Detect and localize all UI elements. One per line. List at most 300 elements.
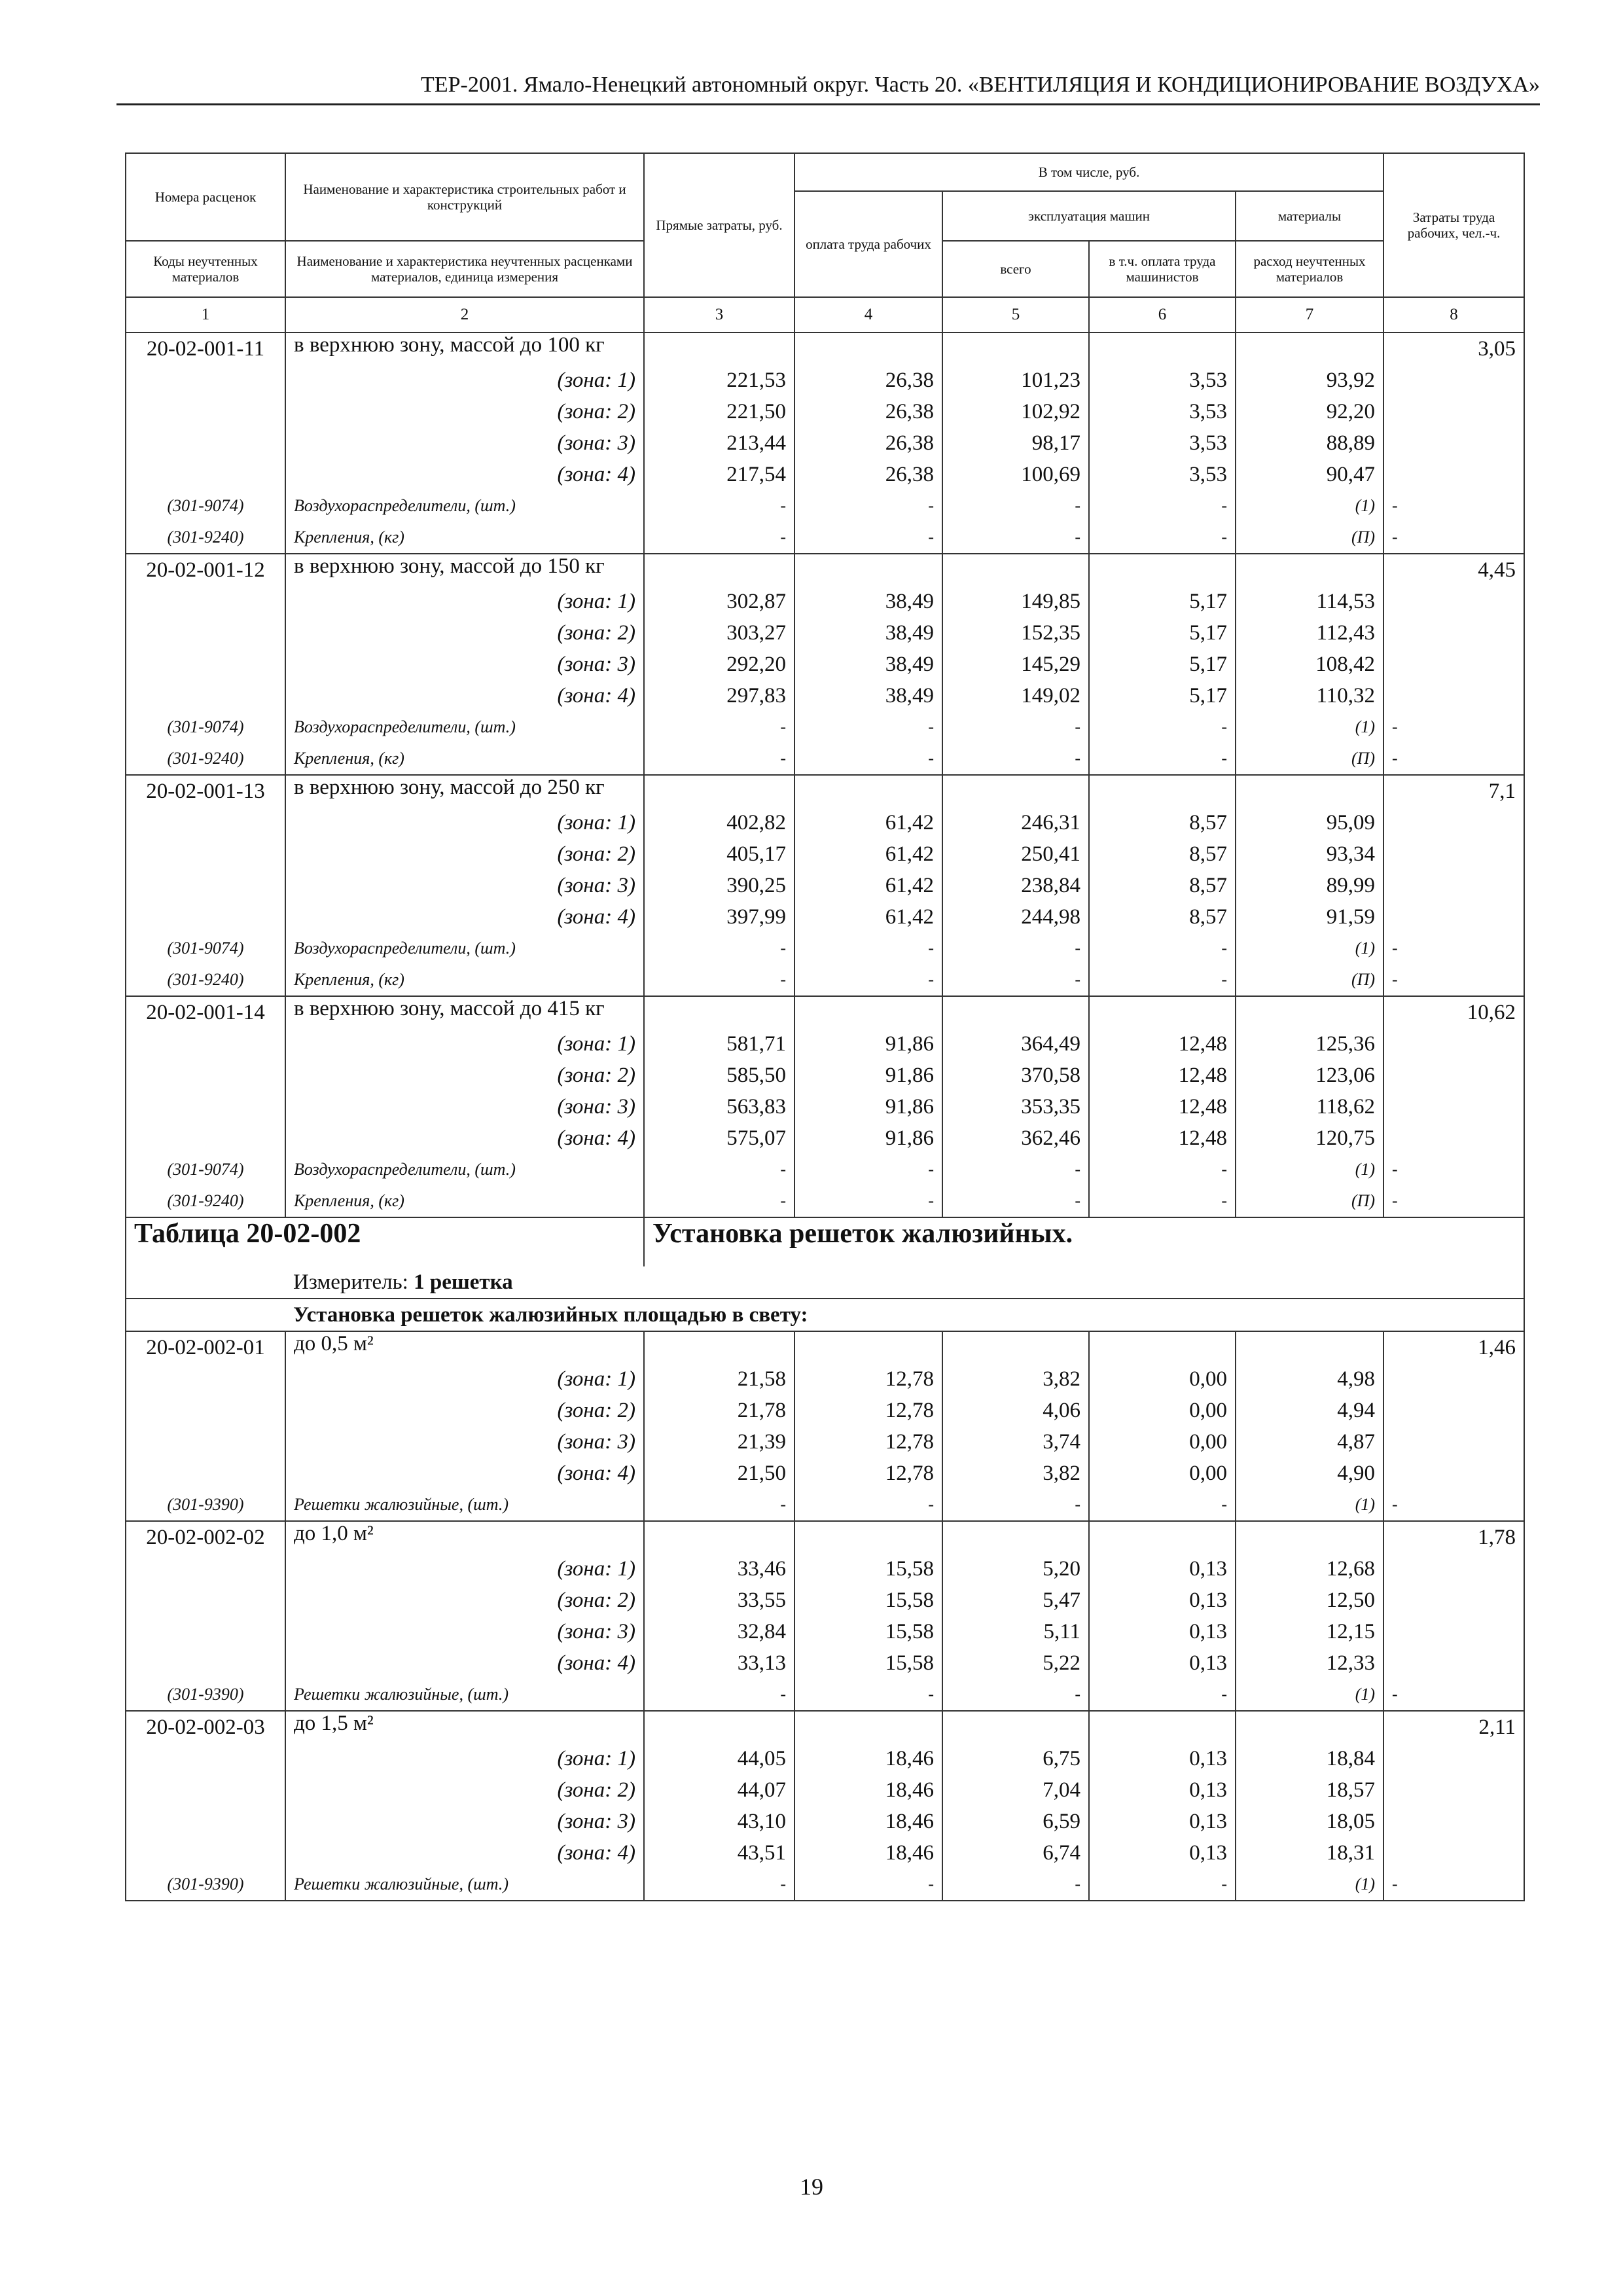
- zone-row: [126, 459, 1524, 490]
- zone-label: (зона: 2): [285, 838, 644, 870]
- dash-cell: -: [644, 743, 794, 775]
- value-cell: 15,58: [794, 1553, 942, 1585]
- material-name: Воздухораспределители, (шт.): [285, 933, 644, 964]
- value-cell: 6,59: [942, 1806, 1089, 1837]
- table-cell: [126, 427, 285, 459]
- value-cell: 8,57: [1089, 870, 1236, 901]
- zone-label: (зона: 1): [285, 1553, 644, 1585]
- table-cell: [1236, 1331, 1383, 1363]
- value-cell: 581,71: [644, 1028, 794, 1060]
- zone-row: [126, 1395, 1524, 1426]
- col-rate-number-header: Номера расценок: [126, 153, 285, 241]
- subsection-title: Установка решеток жалюзийных площадью в свету:: [285, 1299, 1524, 1331]
- table-cell: [1089, 332, 1236, 365]
- value-cell: 15,58: [794, 1616, 942, 1647]
- value-cell: 12,78: [794, 1458, 942, 1489]
- value-cell: 18,05: [1236, 1806, 1383, 1837]
- value-cell: 18,57: [1236, 1774, 1383, 1806]
- material-name: Крепления, (кг): [285, 1185, 644, 1217]
- table-cell: [794, 775, 942, 807]
- material-quantity: (П): [1236, 522, 1383, 554]
- table-cell: [794, 1521, 942, 1553]
- dash-cell: -: [1383, 522, 1524, 554]
- value-cell: 91,86: [794, 1028, 942, 1060]
- col-wages-header: оплата труда рабочих: [794, 191, 942, 297]
- table-cell: [794, 1711, 942, 1743]
- table-cell: [1236, 332, 1383, 365]
- material-quantity: (1): [1236, 490, 1383, 522]
- value-cell: 12,78: [794, 1395, 942, 1426]
- value-cell: 5,17: [1089, 586, 1236, 617]
- table-cell: [1383, 617, 1524, 649]
- material-row: [126, 964, 1524, 996]
- value-cell: 292,20: [644, 649, 794, 680]
- table-cell: [644, 554, 794, 586]
- col-num: 8: [1383, 297, 1524, 332]
- table-cell: [126, 1585, 285, 1616]
- zone-label: (зона: 3): [285, 1616, 644, 1647]
- zone-label: (зона: 2): [285, 1395, 644, 1426]
- col-num: 4: [794, 297, 942, 332]
- material-row: [126, 1489, 1524, 1521]
- material-quantity: (1): [1236, 1679, 1383, 1711]
- zone-row: [126, 617, 1524, 649]
- value-cell: 250,41: [942, 838, 1089, 870]
- zone-row: [126, 1363, 1524, 1395]
- table-cell: [1383, 1806, 1524, 1837]
- value-cell: 3,53: [1089, 459, 1236, 490]
- zone-label: (зона: 3): [285, 427, 644, 459]
- value-cell: 102,92: [942, 396, 1089, 427]
- rate-code: 20-02-001-12: [126, 554, 285, 586]
- material-quantity: (1): [1236, 1489, 1383, 1521]
- table-2-heading: [126, 1217, 1524, 1331]
- dash-cell: -: [942, 1869, 1089, 1901]
- value-cell: 585,50: [644, 1060, 794, 1091]
- value-cell: 12,48: [1089, 1091, 1236, 1122]
- dash-cell: -: [1089, 1154, 1236, 1185]
- zone-row: [126, 396, 1524, 427]
- value-cell: 297,83: [644, 680, 794, 711]
- zone-label: (зона: 4): [285, 1647, 644, 1679]
- table-cell: [1383, 807, 1524, 838]
- dash-cell: -: [644, 1185, 794, 1217]
- table-cell: [126, 1028, 285, 1060]
- table-cell: [794, 332, 942, 365]
- value-cell: 213,44: [644, 427, 794, 459]
- table-cell: [1383, 838, 1524, 870]
- dash-cell: -: [942, 1679, 1089, 1711]
- table-cell: [1383, 1458, 1524, 1489]
- zone-label: (зона: 4): [285, 1122, 644, 1154]
- labor-cost: 1,46: [1383, 1331, 1524, 1363]
- col-unaccounted-materials-header: расход неучтенных материалов: [1236, 241, 1383, 297]
- table-cell: [126, 680, 285, 711]
- col-num: 3: [644, 297, 794, 332]
- table-cell: [794, 996, 942, 1028]
- zone-label: (зона: 1): [285, 1363, 644, 1395]
- dash-cell: -: [794, 1679, 942, 1711]
- table-cell: [126, 649, 285, 680]
- col-group-header: В том числе, руб.: [794, 153, 1383, 191]
- value-cell: 61,42: [794, 807, 942, 838]
- zone-label: (зона: 4): [285, 680, 644, 711]
- value-cell: 100,69: [942, 459, 1089, 490]
- material-row: [126, 522, 1524, 554]
- material-name: Крепления, (кг): [285, 964, 644, 996]
- value-cell: 364,49: [942, 1028, 1089, 1060]
- table-cell: [1236, 775, 1383, 807]
- value-cell: 4,90: [1236, 1458, 1383, 1489]
- zone-row: [126, 586, 1524, 617]
- dash-cell: -: [942, 1185, 1089, 1217]
- value-cell: 563,83: [644, 1091, 794, 1122]
- dash-cell: -: [1089, 1869, 1236, 1901]
- rate-code: 20-02-002-03: [126, 1711, 285, 1743]
- value-cell: 0,13: [1089, 1743, 1236, 1774]
- value-cell: 112,43: [1236, 617, 1383, 649]
- rate-name: в верхнюю зону, массой до 415 кг: [285, 996, 644, 1028]
- table-cell: [1383, 1122, 1524, 1154]
- value-cell: 3,53: [1089, 365, 1236, 396]
- value-cell: 12,68: [1236, 1553, 1383, 1585]
- table-cell: [1383, 427, 1524, 459]
- value-cell: 61,42: [794, 838, 942, 870]
- dash-cell: -: [1089, 964, 1236, 996]
- table-cell: [1383, 901, 1524, 933]
- table-cell: [942, 775, 1089, 807]
- value-cell: 18,46: [794, 1837, 942, 1869]
- dash-cell: -: [942, 522, 1089, 554]
- dash-cell: -: [644, 933, 794, 964]
- dash-cell: -: [1089, 1679, 1236, 1711]
- table-cell: [126, 459, 285, 490]
- table-cell: [126, 1774, 285, 1806]
- value-cell: 12,78: [794, 1426, 942, 1458]
- rate-name: до 1,5 м²: [285, 1711, 644, 1743]
- value-cell: 149,02: [942, 680, 1089, 711]
- material-name: Решетки жалюзийные, (шт.): [285, 1869, 644, 1901]
- table-cell: [794, 554, 942, 586]
- rate-code: 20-02-002-01: [126, 1331, 285, 1363]
- rate-code: 20-02-002-02: [126, 1521, 285, 1553]
- dash-cell: -: [644, 522, 794, 554]
- table-cell: [126, 1806, 285, 1837]
- value-cell: 238,84: [942, 870, 1089, 901]
- table-cell: [942, 332, 1089, 365]
- material-name: Воздухораспределители, (шт.): [285, 711, 644, 743]
- table-cell: [1383, 1774, 1524, 1806]
- value-cell: 0,13: [1089, 1837, 1236, 1869]
- material-name: Крепления, (кг): [285, 522, 644, 554]
- labor-cost: 3,05: [1383, 332, 1524, 365]
- table-cell: [126, 1363, 285, 1395]
- dash-cell: -: [1089, 743, 1236, 775]
- value-cell: 33,55: [644, 1585, 794, 1616]
- table-cell: [126, 1647, 285, 1679]
- value-cell: 38,49: [794, 649, 942, 680]
- table-cell: [644, 1711, 794, 1743]
- value-cell: 114,53: [1236, 586, 1383, 617]
- table-cell: [1383, 365, 1524, 396]
- table-cell: [1383, 1426, 1524, 1458]
- dash-cell: -: [1089, 711, 1236, 743]
- table-cell: [126, 365, 285, 396]
- dash-cell: -: [794, 964, 942, 996]
- table-cell: [1383, 1585, 1524, 1616]
- value-cell: 61,42: [794, 901, 942, 933]
- value-cell: 38,49: [794, 680, 942, 711]
- rate-name: в верхнюю зону, массой до 150 кг: [285, 554, 644, 586]
- table-cell: [644, 1331, 794, 1363]
- value-cell: 370,58: [942, 1060, 1089, 1091]
- table-cell: [1089, 1331, 1236, 1363]
- table-cell: [1236, 996, 1383, 1028]
- table-cell: [1236, 554, 1383, 586]
- value-cell: 12,48: [1089, 1028, 1236, 1060]
- value-cell: 18,84: [1236, 1743, 1383, 1774]
- zone-label: (зона: 4): [285, 1837, 644, 1869]
- material-code: (301-9390): [126, 1679, 285, 1711]
- value-cell: 4,87: [1236, 1426, 1383, 1458]
- zone-row: [126, 649, 1524, 680]
- table-cell: [1383, 1837, 1524, 1869]
- zone-row: [126, 1028, 1524, 1060]
- dash-cell: -: [942, 490, 1089, 522]
- table-cell: [942, 1711, 1089, 1743]
- table-cell: [1383, 1395, 1524, 1426]
- rate-row: [126, 1331, 1524, 1363]
- material-row: [126, 1154, 1524, 1185]
- value-cell: 18,46: [794, 1806, 942, 1837]
- dash-cell: -: [1089, 933, 1236, 964]
- material-row: [126, 933, 1524, 964]
- material-row: [126, 490, 1524, 522]
- value-cell: 402,82: [644, 807, 794, 838]
- dash-cell: -: [942, 711, 1089, 743]
- value-cell: 110,32: [1236, 680, 1383, 711]
- value-cell: 6,74: [942, 1837, 1089, 1869]
- value-cell: 4,98: [1236, 1363, 1383, 1395]
- dash-cell: -: [942, 1489, 1089, 1521]
- table-cell: [126, 1458, 285, 1489]
- value-cell: 125,36: [1236, 1028, 1383, 1060]
- value-cell: 98,17: [942, 427, 1089, 459]
- dash-cell: -: [644, 1869, 794, 1901]
- zone-row: [126, 1122, 1524, 1154]
- table-cell: [126, 901, 285, 933]
- value-cell: 221,50: [644, 396, 794, 427]
- table-cell: [1383, 1553, 1524, 1585]
- meter-value: 1 решетка: [414, 1270, 513, 1294]
- value-cell: 91,86: [794, 1122, 942, 1154]
- rate-row: [126, 554, 1524, 586]
- rates-table: [125, 152, 1525, 1901]
- table-cell: [1383, 1363, 1524, 1395]
- value-cell: 405,17: [644, 838, 794, 870]
- table-cell: [644, 332, 794, 365]
- col-num: 6: [1089, 297, 1236, 332]
- dash-cell: -: [1383, 1679, 1524, 1711]
- material-code: (301-9390): [126, 1869, 285, 1901]
- col-direct-costs-header: Прямые затраты, руб.: [644, 153, 794, 297]
- col-num: 5: [942, 297, 1089, 332]
- table-header: [126, 153, 1524, 332]
- col-num: 2: [285, 297, 644, 332]
- table-cell: [126, 838, 285, 870]
- value-cell: 120,75: [1236, 1122, 1383, 1154]
- material-quantity: (П): [1236, 964, 1383, 996]
- value-cell: 26,38: [794, 396, 942, 427]
- table-cell: [942, 996, 1089, 1028]
- rate-row: [126, 1521, 1524, 1553]
- table-body-part2: [126, 1331, 1524, 1901]
- value-cell: 12,15: [1236, 1616, 1383, 1647]
- value-cell: 91,59: [1236, 901, 1383, 933]
- value-cell: 61,42: [794, 870, 942, 901]
- material-code: (301-9390): [126, 1489, 285, 1521]
- rate-name: до 0,5 м²: [285, 1331, 644, 1363]
- dash-cell: -: [644, 711, 794, 743]
- value-cell: 390,25: [644, 870, 794, 901]
- material-quantity: (П): [1236, 1185, 1383, 1217]
- material-row: [126, 711, 1524, 743]
- value-cell: 21,78: [644, 1395, 794, 1426]
- dash-cell: -: [794, 743, 942, 775]
- table-cell: [942, 1521, 1089, 1553]
- table-cell: [126, 870, 285, 901]
- table-cell: [126, 1091, 285, 1122]
- value-cell: 44,05: [644, 1743, 794, 1774]
- value-cell: 93,92: [1236, 365, 1383, 396]
- dash-cell: -: [942, 743, 1089, 775]
- value-cell: 0,00: [1089, 1395, 1236, 1426]
- zone-row: [126, 1616, 1524, 1647]
- value-cell: 12,48: [1089, 1060, 1236, 1091]
- table-cell: [126, 1743, 285, 1774]
- dash-cell: -: [1383, 490, 1524, 522]
- value-cell: 90,47: [1236, 459, 1383, 490]
- table-cell: [1089, 554, 1236, 586]
- value-cell: 6,75: [942, 1743, 1089, 1774]
- zone-label: (зона: 1): [285, 1028, 644, 1060]
- value-cell: 38,49: [794, 617, 942, 649]
- zone-row: [126, 680, 1524, 711]
- zone-label: (зона: 4): [285, 901, 644, 933]
- rate-code: 20-02-001-14: [126, 996, 285, 1028]
- rate-name: в верхнюю зону, массой до 250 кг: [285, 775, 644, 807]
- value-cell: 26,38: [794, 365, 942, 396]
- dash-cell: -: [1383, 1185, 1524, 1217]
- zone-row: [126, 427, 1524, 459]
- zone-row: [126, 1553, 1524, 1585]
- value-cell: 18,46: [794, 1774, 942, 1806]
- value-cell: 43,10: [644, 1806, 794, 1837]
- rate-code: 20-02-001-13: [126, 775, 285, 807]
- table-cell: [126, 617, 285, 649]
- dash-cell: -: [1383, 1154, 1524, 1185]
- value-cell: 26,38: [794, 427, 942, 459]
- value-cell: 302,87: [644, 586, 794, 617]
- dash-cell: -: [1089, 1489, 1236, 1521]
- col-materials-header: материалы: [1236, 191, 1383, 241]
- table-cell: [126, 1122, 285, 1154]
- value-cell: 15,58: [794, 1647, 942, 1679]
- value-cell: 575,07: [644, 1122, 794, 1154]
- value-cell: 21,50: [644, 1458, 794, 1489]
- value-cell: 3,74: [942, 1426, 1089, 1458]
- rate-row: [126, 332, 1524, 365]
- zone-row: [126, 1837, 1524, 1869]
- value-cell: 5,20: [942, 1553, 1089, 1585]
- value-cell: 12,33: [1236, 1647, 1383, 1679]
- zone-row: [126, 1426, 1524, 1458]
- value-cell: 21,58: [644, 1363, 794, 1395]
- dash-cell: -: [1383, 1489, 1524, 1521]
- table-cell: [1383, 870, 1524, 901]
- zone-label: (зона: 3): [285, 1806, 644, 1837]
- dash-cell: -: [794, 711, 942, 743]
- value-cell: 118,62: [1236, 1091, 1383, 1122]
- col-material-names-header: Наименование и характеристика неучтенных расценками материалов, единица измерения: [285, 241, 644, 297]
- table-cell: [1383, 1091, 1524, 1122]
- col-num: 1: [126, 297, 285, 332]
- zone-label: (зона: 3): [285, 1091, 644, 1122]
- table-cell: [1383, 1616, 1524, 1647]
- value-cell: 3,53: [1089, 427, 1236, 459]
- labor-cost: 7,1: [1383, 775, 1524, 807]
- value-cell: 91,86: [794, 1060, 942, 1091]
- dash-cell: -: [942, 933, 1089, 964]
- dash-cell: -: [644, 490, 794, 522]
- material-code: (301-9074): [126, 711, 285, 743]
- table-cell: [794, 1331, 942, 1363]
- zone-row: [126, 807, 1524, 838]
- material-quantity: (1): [1236, 933, 1383, 964]
- value-cell: 95,09: [1236, 807, 1383, 838]
- material-code: (301-9074): [126, 490, 285, 522]
- value-cell: 4,94: [1236, 1395, 1383, 1426]
- table-cell: [126, 807, 285, 838]
- value-cell: 123,06: [1236, 1060, 1383, 1091]
- value-cell: 5,17: [1089, 649, 1236, 680]
- zone-row: [126, 1091, 1524, 1122]
- dash-cell: -: [644, 1679, 794, 1711]
- value-cell: 18,31: [1236, 1837, 1383, 1869]
- dash-cell: -: [1383, 1869, 1524, 1901]
- rate-row: [126, 996, 1524, 1028]
- material-quantity: (1): [1236, 1154, 1383, 1185]
- value-cell: 89,99: [1236, 870, 1383, 901]
- table-cell: [1089, 1711, 1236, 1743]
- zone-label: (зона: 3): [285, 1426, 644, 1458]
- rate-name: до 1,0 м²: [285, 1521, 644, 1553]
- col-work-name-header: Наименование и характеристика строительных работ и конструкций: [285, 153, 644, 241]
- value-cell: 8,57: [1089, 901, 1236, 933]
- table-cell: [126, 1553, 285, 1585]
- value-cell: 8,57: [1089, 807, 1236, 838]
- table-cell: [126, 396, 285, 427]
- table-cell: [1383, 1028, 1524, 1060]
- col-machines-total-header: всего: [942, 241, 1089, 297]
- col-labor-header: Затраты труда рабочих, чел.-ч.: [1383, 153, 1524, 297]
- zone-row: [126, 901, 1524, 933]
- material-code: (301-9074): [126, 1154, 285, 1185]
- material-row: [126, 1679, 1524, 1711]
- value-cell: 15,58: [794, 1585, 942, 1616]
- value-cell: 108,42: [1236, 649, 1383, 680]
- dash-cell: -: [794, 933, 942, 964]
